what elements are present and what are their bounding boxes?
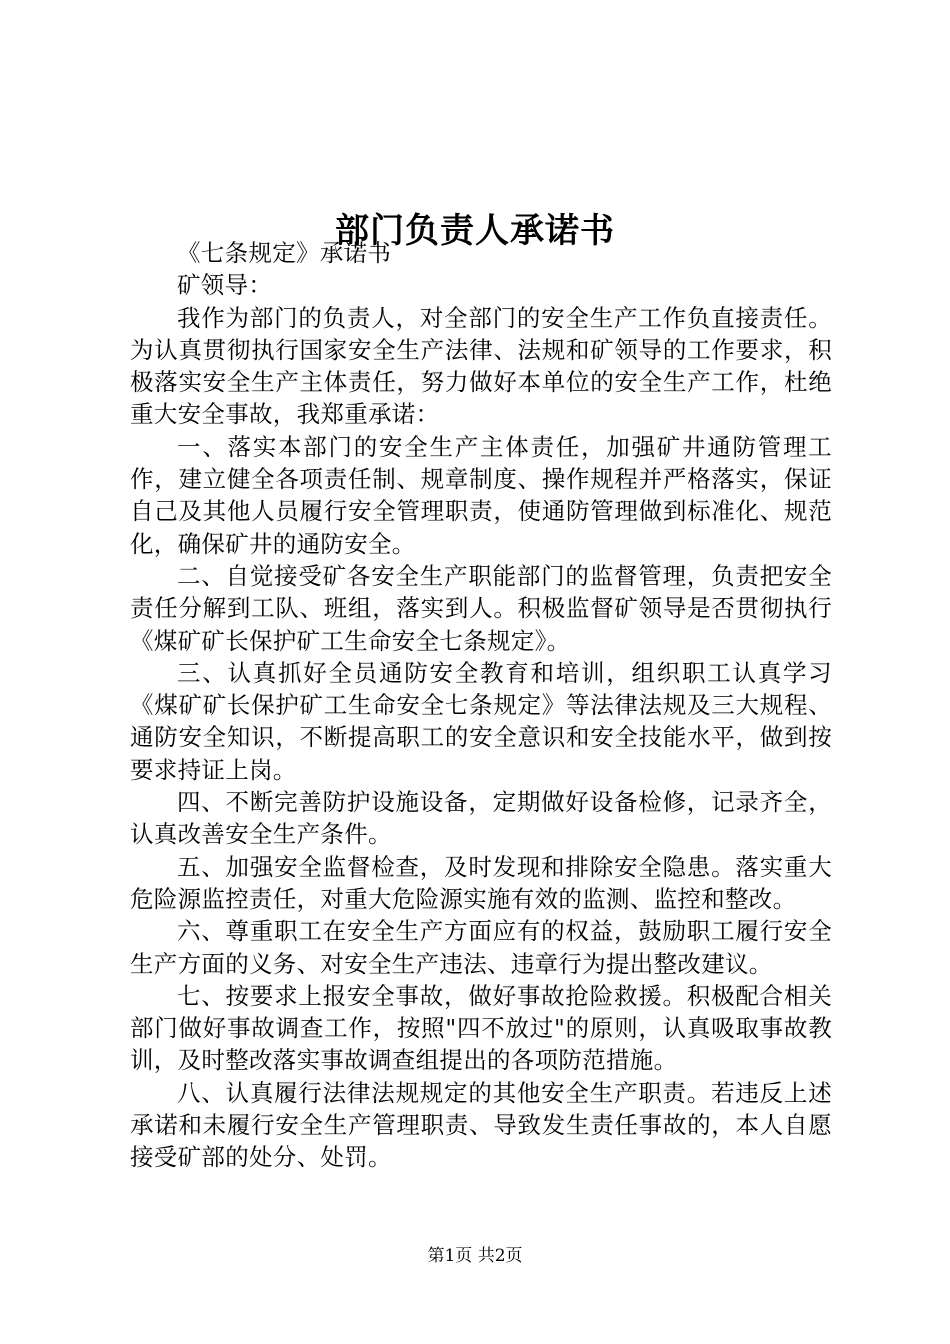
paragraph-item-8: 八、认真履行法律法规规定的其他安全生产职责。若违反上述承诺和未履行安全生产管理职责、导致发生责任事故的，本人自愿接受矿部的处分、处罚。: [130, 1078, 832, 1172]
paragraph-item-5: 五、加强安全监督检查，及时发现和排除安全隐患。落实重大危险源监控责任，对重大危险源实施有效的监测、监控和整改。: [130, 852, 832, 913]
page-title: 部门负责人承诺书: [335, 210, 615, 251]
paragraph-item-7: 七、按要求上报安全事故，做好事故抢险救援。积极配合相关部门做好事故调查工作，按照"四不放过"的原则，认真吸取事故教训，及时整改落实事故调查组提出的各项防范措施。: [130, 981, 832, 1075]
document-body: [130, 237, 832, 1174]
salutation: 矿领导：: [177, 271, 273, 300]
paragraph-intro: 我作为部门的负责人，对全部门的安全生产工作负直接责任。为认真贯彻执行国家安全生产法律、法规和矿领导的工作要求，积极落实安全生产主体责任，努力做好本单位的安全生产工作，杜绝重大安全事故，我郑重承诺：: [130, 303, 832, 429]
paragraph-item-3: 三、认真抓好全员通防安全教育和培训，组织职工认真学习《煤矿矿长保护矿工生命安全七条规定》等法律法规及三大规程、通防安全知识，不断提高职工的安全意识和安全技能水平，做到按要求持证上岗。: [130, 658, 832, 784]
paragraph-item-6: 六、尊重职工在安全生产方面应有的权益，鼓励职工履行安全生产方面的义务、对安全生产违法、违章行为提出整改建议。: [130, 917, 832, 978]
paragraph-item-4: 四、不断完善防护设施设备，定期做好设备检修，记录齐全，认真改善安全生产条件。: [130, 788, 832, 849]
page-number-footer: 第1页 共2页: [427, 1246, 523, 1266]
paragraph-item-2: 二、自觉接受矿各安全生产职能部门的监督管理，负责把安全责任分解到工队、班组，落实到人。积极监督矿领导是否贯彻执行《煤矿矿长保护矿工生命安全七条规定》。: [130, 561, 832, 655]
paragraph-item-1: 一、落实本部门的安全生产主体责任，加强矿井通防管理工作，建立健全各项责任制、规章制度、操作规程并严格落实，保证自己及其他人员履行安全管理职责，使通防管理做到标准化、规范化，确保矿井的通防安全。: [130, 432, 832, 558]
document-subtitle: 《七条规定》承诺书: [177, 239, 392, 267]
